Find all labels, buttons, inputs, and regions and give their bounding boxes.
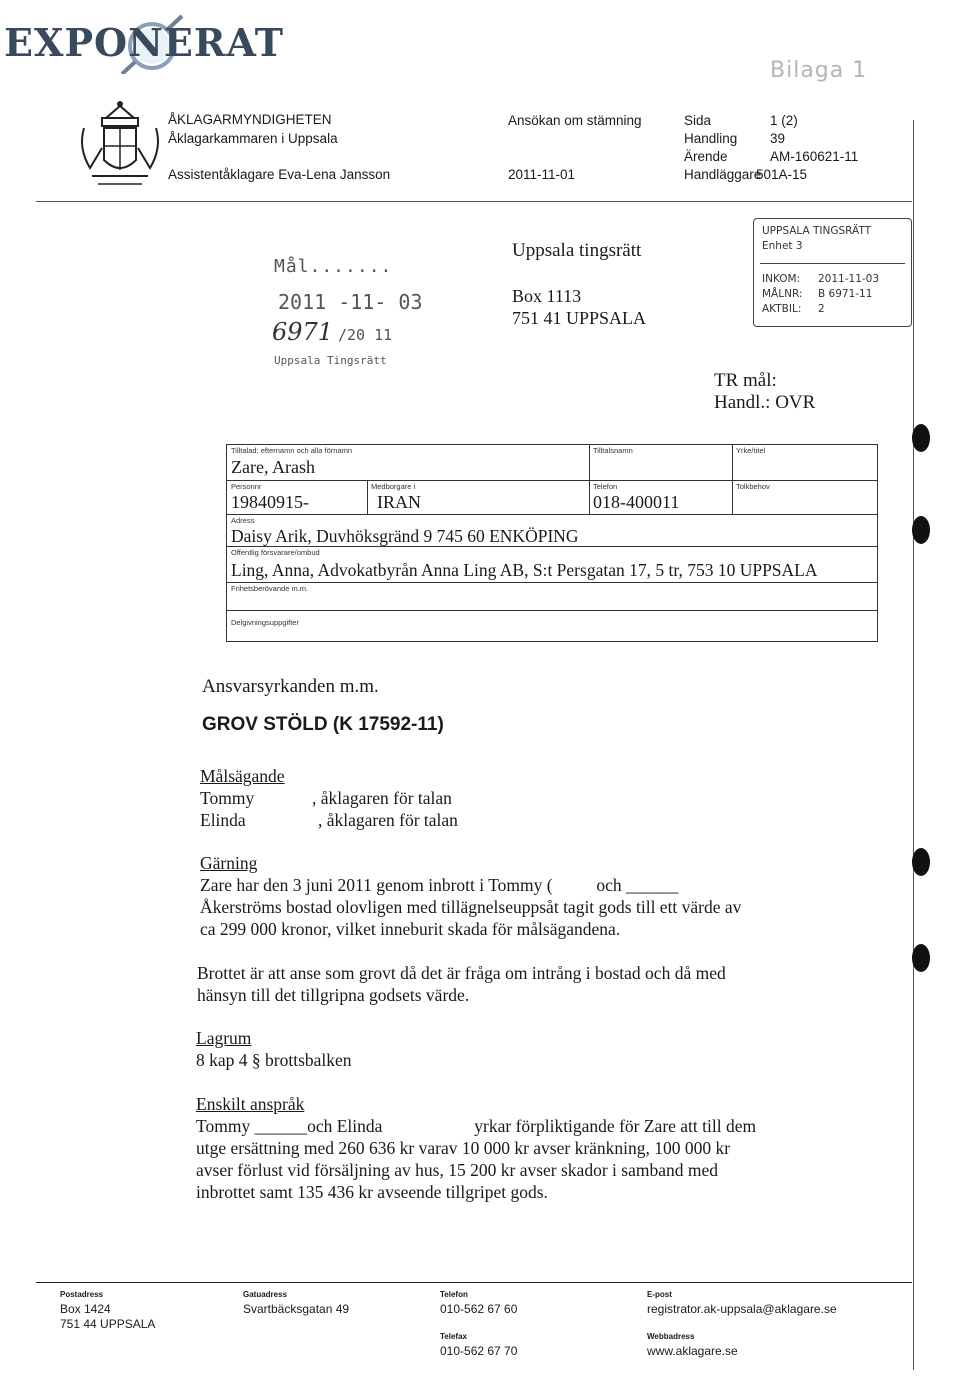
- malsagande-heading: Målsägande: [200, 766, 285, 786]
- ansprak-line: utge ersättning med 260 636 kr varav 10 000 kr avser kränkning, 100 000 kr: [196, 1138, 731, 1158]
- footer-webb-label: Webbadress: [647, 1332, 695, 1341]
- header-divider: [36, 201, 912, 202]
- footer-postadress-city: 751 44 UPPSALA: [60, 1317, 156, 1331]
- footer-telefax: 010-562 67 70: [440, 1344, 518, 1358]
- received-stamp: Mål....... 2011 -11- 03 6971 /20 11 Uppsala Tingsrätt: [272, 256, 423, 367]
- tr-mal: TR mål:: [714, 370, 777, 391]
- doc-type: Ansökan om stämning: [508, 113, 642, 128]
- meta-value: 501A-15: [756, 167, 808, 182]
- footer-epost[interactable]: registrator.ak-uppsala@aklagare.se: [647, 1302, 837, 1316]
- footer-gatuadress-label: Gatuadress: [243, 1290, 288, 1299]
- label-telefon: Telefon: [593, 482, 618, 491]
- footer-gatuadress: Svartbäcksgatan 49: [243, 1302, 350, 1316]
- label-tolkbehov: Tolkbehov: [736, 482, 770, 491]
- stamp-number: 6971: [272, 318, 334, 346]
- defendant-name: Zare, Arash: [231, 457, 315, 477]
- stamp-value: 2011-11-03: [818, 273, 880, 285]
- stamp-value: B 6971-11: [818, 288, 873, 300]
- footer-telefon-label: Telefon: [440, 1290, 468, 1299]
- label-personnr: Personnr: [231, 482, 262, 491]
- exponerat-logo: [4, 14, 294, 74]
- right-margin-line: [913, 120, 914, 1370]
- header-meta: [684, 112, 874, 184]
- garning-line: Zare har den 3 juni 2011 genom inbrott i Tommy ( och ______: [200, 875, 679, 895]
- label-yrke: Yrke/titel: [736, 446, 766, 455]
- stamp-date: 2011 -11- 03: [278, 290, 423, 314]
- stamp-value: 2: [818, 303, 825, 315]
- footer-telefax-label: Telefax: [440, 1332, 467, 1341]
- footer-telefon: 010-562 67 60: [440, 1302, 518, 1316]
- court-stamp-unit: Enhet 3: [762, 240, 803, 252]
- label-frihetsberovande: Frihetsberövande m.m.: [231, 584, 309, 593]
- tr-handl: Handl.: OVR: [714, 392, 816, 413]
- grovt-line: Brottet är att anse som grovt då det är fråga om intrång i bostad och då med: [197, 963, 726, 983]
- label-medborgare: Medborgare i: [371, 482, 416, 491]
- footer-epost-label: E-post: [647, 1290, 672, 1299]
- stamp-label: INKOM:: [762, 273, 801, 285]
- coat-of-arms-icon: [76, 98, 164, 203]
- adress-value: Daisy Arik, Duvhöksgränd 9 745 60 ENKÖPING: [231, 526, 579, 546]
- garning-line: ca 299 000 kronor, vilket inneburit skada för målsägandena.: [200, 919, 621, 939]
- crime-heading: GROV STÖLD (K 17592-11): [202, 714, 444, 735]
- garning-heading: Gärning: [200, 853, 258, 873]
- punch-hole: [912, 944, 930, 972]
- header-person: Assistentåklagare Eva-Lena Jansson: [168, 167, 391, 182]
- label-delgivning: Delgivningsuppgifter: [231, 618, 299, 627]
- recipient-court: Uppsala tingsrätt: [512, 240, 642, 261]
- meta-value: 1 (2): [770, 113, 798, 128]
- malsagande-name: Tommy: [200, 788, 255, 808]
- footer: [60, 1290, 880, 1370]
- punch-hole: [912, 424, 930, 452]
- malsagande-text: , åklagaren för talan: [318, 810, 458, 830]
- footer-postadress-label: Postadress: [60, 1290, 104, 1299]
- meta-label: Handläggare: [684, 167, 762, 182]
- label-name: Tilltalad: efternamn och alla förnamn: [231, 446, 353, 455]
- meta-value: 39: [770, 131, 786, 146]
- stamp-label: AKTBIL:: [762, 303, 802, 315]
- malsagande-name: Elinda: [200, 810, 246, 830]
- grovt-line: hänsyn till det tillgripna godsets värde.: [197, 985, 470, 1005]
- meta-label: Handling: [684, 131, 738, 146]
- footer-webb[interactable]: www.aklagare.se: [647, 1344, 738, 1358]
- meta-label: Ärende: [684, 149, 728, 164]
- label-tilltalsnamn: Tilltalsnamn: [593, 446, 633, 455]
- meta-label: Sida: [684, 113, 712, 128]
- bilaga-stamp: Bilaga 1: [770, 58, 868, 83]
- logo-text: EXPONERAT: [4, 20, 285, 65]
- forsvarare-value: Ling, Anna, Advokatbyrån Anna Ling AB, S:t Persgatan 17, 5 tr, 753 10 UPPSALA: [231, 560, 818, 580]
- section-heading: Ansvarsyrkanden m.m.: [202, 676, 379, 697]
- medborgare-value: IRAN: [377, 492, 421, 512]
- recipient-box: Box 1113: [512, 286, 582, 306]
- lagrum-heading: Lagrum: [196, 1028, 252, 1048]
- personnr-value: 19840915-: [231, 492, 309, 512]
- ansprak-line: Tommy ______och Elinda yrkar förpliktigande för Zare att till dem: [196, 1116, 757, 1136]
- court-stamp: [753, 218, 912, 327]
- recipient-city: 751 41 UPPSALA: [512, 308, 647, 328]
- meta-value: AM-160621-11: [770, 149, 859, 164]
- ansprak-line: avser förlust vid försäljning av hus, 15 200 kr avser skador i samband med: [196, 1160, 718, 1180]
- label-forsvarare: Offentlig försvarare/ombud: [231, 548, 320, 557]
- label-adress: Adress: [231, 516, 255, 525]
- defendant-form: [226, 444, 878, 642]
- court-stamp-title: UPPSALA TINGSRÄTT: [762, 225, 872, 237]
- ansprak-line: inbrottet samt 135 436 kr avseende tillgripet gods.: [196, 1182, 548, 1202]
- lagrum-text: 8 kap 4 § brottsbalken: [196, 1050, 352, 1070]
- stamp-label: MÅLNR:: [762, 288, 803, 300]
- doc-date: 2011-11-01: [508, 167, 576, 182]
- header-org: ÅKLAGARMYNDIGHETEN: [168, 112, 332, 127]
- ansprak-heading: Enskilt anspråk: [196, 1094, 305, 1114]
- stamp-court: Uppsala Tingsrätt: [274, 354, 387, 367]
- header-office: Åklagarkammaren i Uppsala: [168, 131, 338, 146]
- malsagande-text: , åklagaren för talan: [312, 788, 452, 808]
- telefon-value: 018-400011: [593, 492, 680, 512]
- footer-postadress: Box 1424: [60, 1302, 111, 1316]
- punch-hole: [912, 848, 930, 876]
- garning-line: Åkerströms bostad olovligen med tillägnelseuppsåt tagit gods till ett värde av: [200, 897, 742, 917]
- stamp-year: /20 11: [338, 326, 393, 344]
- footer-divider: [36, 1282, 912, 1283]
- punch-hole: [912, 516, 930, 544]
